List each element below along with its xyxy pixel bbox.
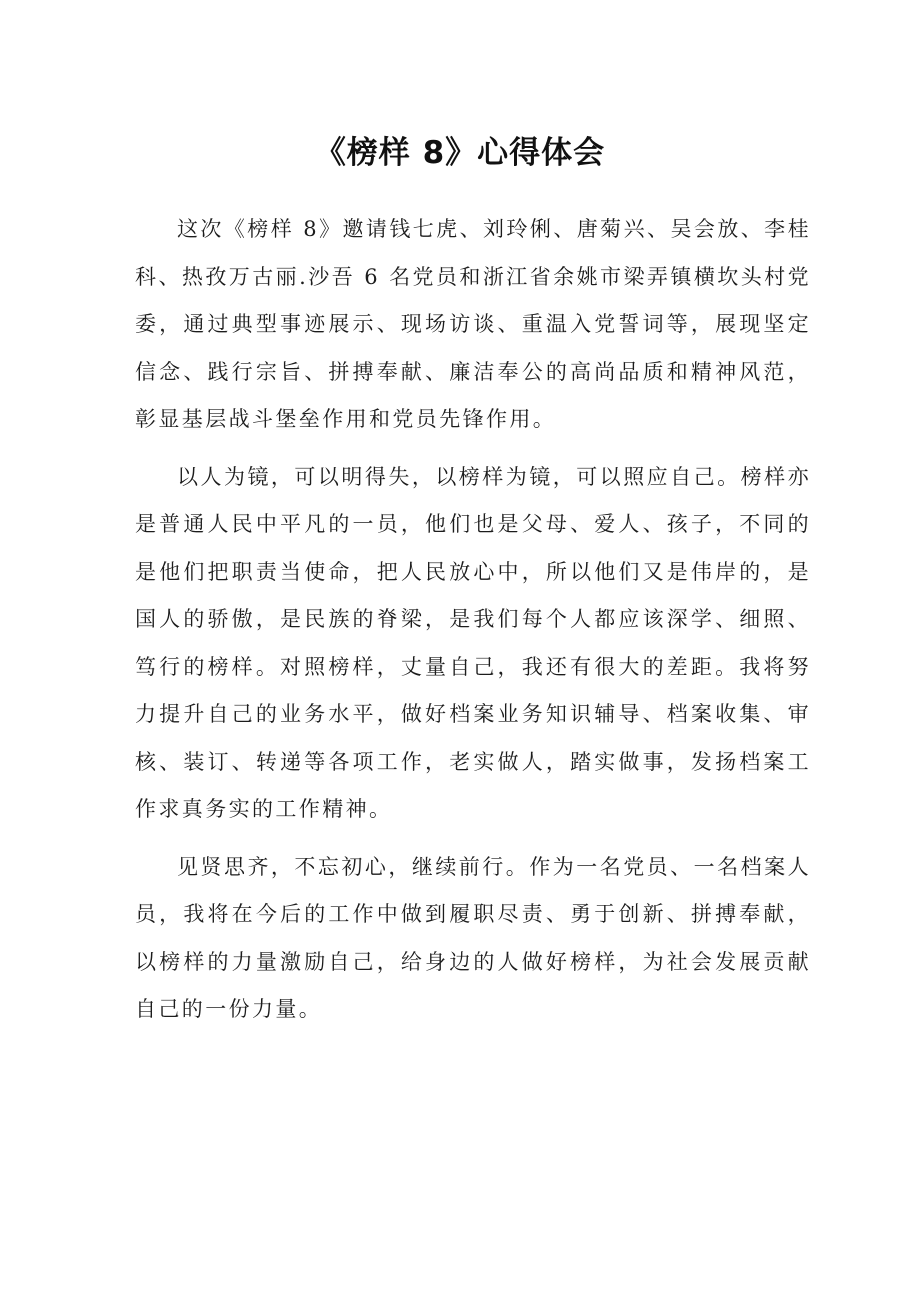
paragraph-1: 这次《榜样 8》邀请钱七虎、刘玲俐、唐菊兴、吴会放、李桂科、热孜万古丽.沙吾 6 名党员和浙江省余姚市梁弄镇横坎头村党委，通过典型事迹展示、现场访谈、重温入党誓词等，展现坚定信念、践行宗旨、拼搏奉献、廉洁奉公的高尚品质和精神风范，彰显基层战斗堡垒作用和党员先锋作用。 — [135, 217, 811, 431]
paragraph-3: 见贤思齐，不忘初心，继续前行。作为一名党员、一名档案人员，我将在今后的工作中做到履职尽责、勇于创新、拼搏奉献，以榜样的力量激励自己，给身边的人做好榜样，为社会发展贡献自己的一份力量。 — [135, 854, 811, 1021]
document-title: 《榜样 8》心得体会 — [314, 134, 606, 171]
paragraph-2: 以人为镜，可以明得失，以榜样为镜，可以照应自己。榜样亦是普通人民中平凡的一员，他们也是父母、爱人、孩子，不同的是他们把职责当使命，把人民放心中，所以他们又是伟岸的，是国人的骄傲，是民族的脊梁，是我们每个人都应该深学、细照、笃行的榜样。对照榜样，丈量自己，我还有很大的差距。我将努力提升自己的业务水平，做好档案业务知识辅导、档案收集、审核、装订、转递等各项工作，老实做人，踏实做事，发扬档案工作求真务实的工作精神。 — [135, 464, 811, 821]
document-body — [135, 206, 811, 1044]
